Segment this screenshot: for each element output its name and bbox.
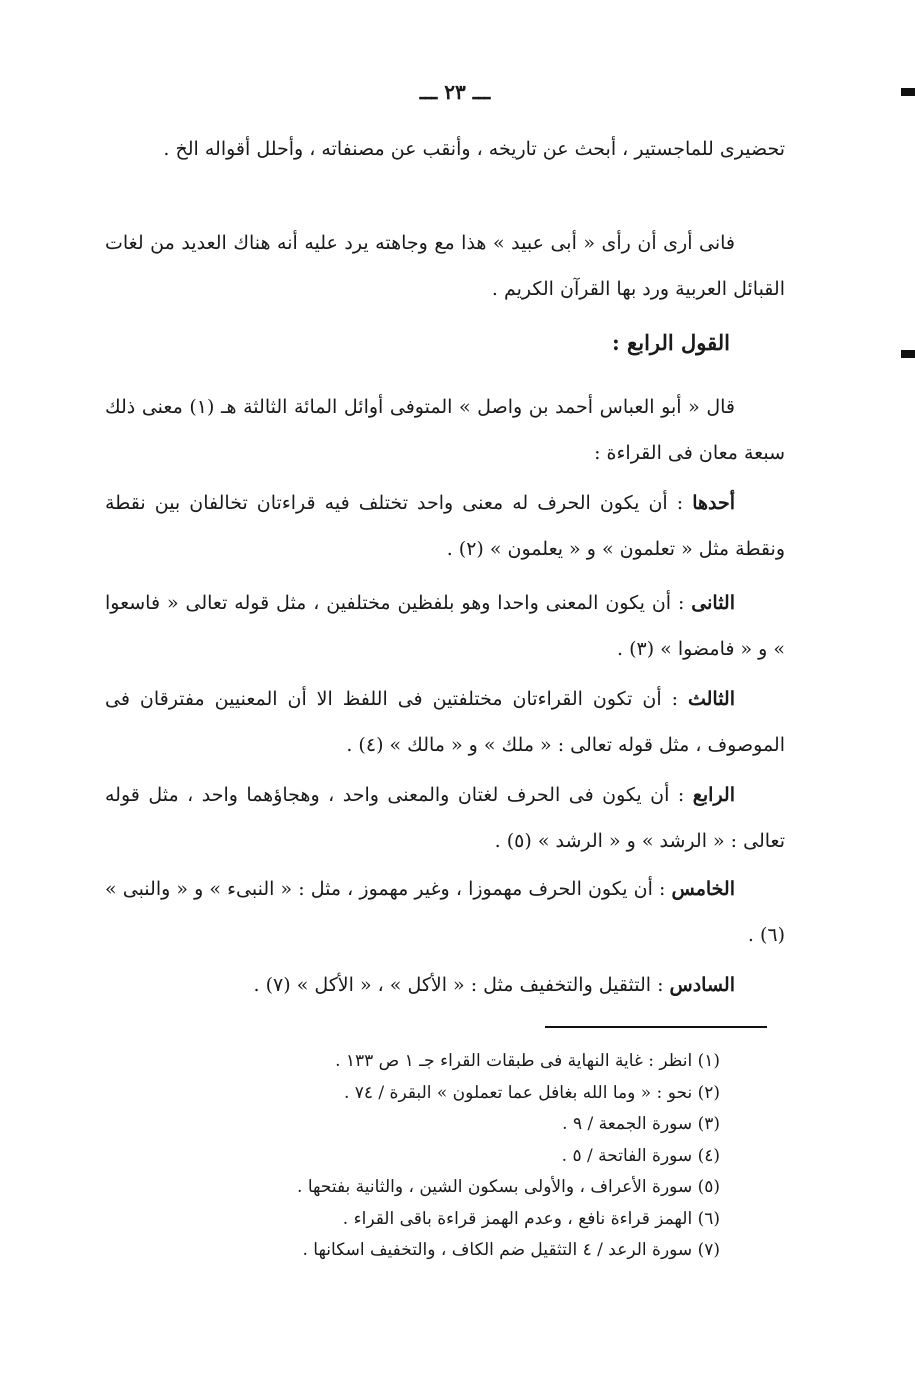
meaning-sixth [105, 962, 785, 1008]
meaning-text: : أن يكون الحرف مهموزا ، وغير مهموز ، مثل : « النبىء » و « والنبى » (٦) . [105, 878, 785, 946]
footnote-separator [545, 1026, 767, 1028]
margin-mark [901, 88, 915, 96]
section-heading: القول الرابع : [611, 330, 730, 355]
meaning-text: : أن يكون المعنى واحدا وهو بلفظين مختلفين ، مثل قوله تعالى « فاسعوا » و « فامضوا » (٣) . [105, 592, 785, 660]
meaning-lead: أحدها [692, 492, 735, 514]
footnotes-list [130, 1046, 720, 1267]
meaning-lead: السادس [669, 974, 735, 996]
paragraph-continuation: تحضيرى للماجستير ، أبحث عن تاريخه ، وأنقب عن مصنفاته ، وأحلل أقواله الخ . [163, 138, 785, 160]
meaning-second [105, 580, 785, 672]
meaning-text: : أن يكون فى الحرف لغتان والمعنى واحد ، وهجاؤهما واحد ، مثل قوله تعالى : « الرشد » و « الرشد » (٥) . [105, 784, 785, 852]
meaning-text: : التثقيل والتخفيف مثل : « الأكل » ، « الأكل » (٧) . [253, 974, 670, 996]
meaning-lead: الرابع [692, 784, 735, 806]
footnote: (١) انظر : غاية النهاية فى طبقات القراء جـ ١ ص ١٣٣ . [335, 1051, 720, 1071]
meaning-lead: الخامس [671, 878, 735, 900]
footnote: (٦) الهمز قراءة نافع ، وعدم الهمز قراءة باقى القراء . [342, 1208, 720, 1229]
footnote: (٥) سورة الأعراف ، والأولى بسكون الشين ، والثانية بفتحها . [297, 1177, 720, 1197]
meaning-text: : أن تكون القراءتان مختلفتين فى اللفظ الا أن المعنيين مفترقان فى الموصوف ، مثل قوله تعالى : « ملك » و « مالك » (٤) . [105, 688, 785, 756]
footnote: (٧) سورة الرعد / ٤ التثقيل ضم الكاف ، والتخفيف اسكانها . [302, 1240, 720, 1260]
meaning-text: : أن يكون الحرف له معنى واحد تختلف فيه قراءتان تخالفان بين نقطة ونقطة مثل « تعلمون » و « يعلمون » (٢) . [105, 492, 785, 560]
meaning-lead: الثالث [687, 688, 735, 710]
meaning-first [105, 480, 785, 572]
page-number: ـــ ٢٣ ـــ [419, 80, 491, 104]
margin-mark [901, 350, 915, 358]
footnote: (٣) سورة الجمعة / ٩ . [562, 1114, 720, 1134]
meaning-fourth [105, 772, 785, 864]
paragraph-intro: قال « أبو العباس أحمد بن واصل » المتوفى أوائل المائة الثالثة هـ (١) معنى ذلك سبعة معان فى القراءة : [105, 396, 785, 464]
meaning-third [105, 676, 785, 768]
paragraph-opinion: فانى أرى أن رأى « أبى عبيد » هذا مع وجاهته يرد عليه أنه هناك العديد من لغات القبائل العربية ورد بها القرآن الكريم . [105, 232, 785, 300]
meaning-fifth [105, 866, 785, 958]
footnote: (٤) سورة الفاتحة / ٥ . [561, 1145, 720, 1166]
footnote: (٢) نحو : « وما الله بغافل عما تعملون » البقرة / ٧٤ . [343, 1082, 720, 1103]
meaning-lead: الثانى [691, 592, 735, 614]
